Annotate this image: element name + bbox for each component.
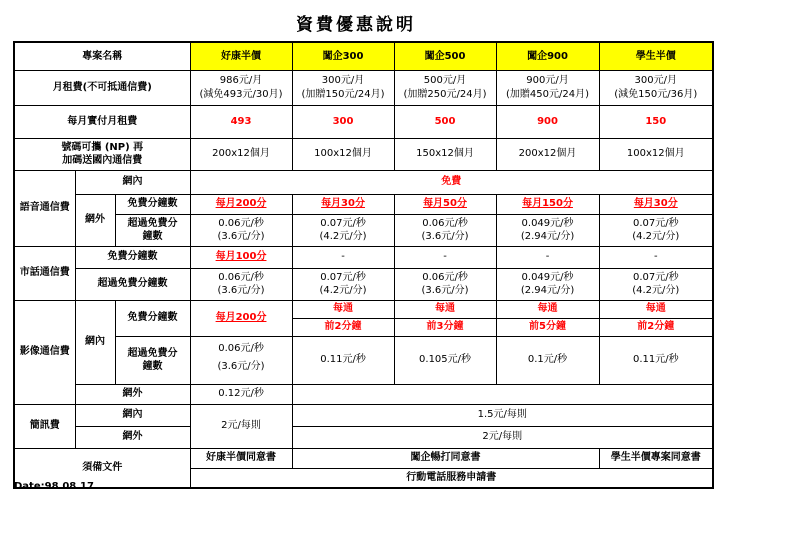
video-excess-row: [14, 336, 713, 360]
np-cell: 100x12個月: [599, 138, 713, 170]
date-label: Date:98.08.17: [14, 481, 94, 492]
np-cell: 200x12個月: [496, 138, 599, 170]
doc-cell: 學生半價專案同意書: [599, 448, 713, 468]
video-excess-cell: 0.11元/秒: [599, 336, 713, 384]
video-excess-cell: 0.06元/秒: [190, 336, 292, 360]
voice-excess-cell: 0.07元/秒 (4.2元/分): [292, 214, 394, 246]
header-row: [14, 42, 713, 70]
actual-fee-cell: 493: [190, 105, 292, 138]
doc-cell: 好康半價同意書: [190, 448, 292, 468]
row-label: 月租費(不可抵通信費): [14, 70, 190, 105]
sms-offnet-row: [14, 426, 713, 448]
np-cell: 200x12個月: [190, 138, 292, 170]
local-excess-cell: 0.07元/秒 (4.2元/分): [292, 268, 394, 300]
voice-excess-cell: 0.06元/秒 (3.6元/分): [394, 214, 496, 246]
video-excess-cell: 0.11元/秒: [292, 336, 394, 384]
actual-fee-cell: 900: [496, 105, 599, 138]
np-cell: 150x12個月: [394, 138, 496, 170]
local-excess-cell: 0.06元/秒 (3.6元/分): [190, 268, 292, 300]
actual-fee-cell: 300: [292, 105, 394, 138]
monthly-fee-cell: 986元/月 (減免493元/30月): [190, 70, 292, 105]
plan-header: 學生半價: [599, 42, 713, 70]
page-title: 資費優惠說明: [296, 15, 416, 35]
local-free-cell: -: [496, 246, 599, 268]
sms-onnet-row: [14, 404, 713, 426]
plan-header: 好康半價: [190, 42, 292, 70]
sms-offnet-value: 2元/每則: [292, 426, 713, 448]
monthly-fee-cell: 300元/月 (減免150元/36月): [599, 70, 713, 105]
voice-free-row: [14, 194, 713, 214]
video-free-bottom: 前3分鐘: [394, 318, 496, 336]
video-free-bottom: 前5分鐘: [496, 318, 599, 336]
sub-label: 免費分鐘數: [115, 300, 190, 336]
plan-header: 闖企300: [292, 42, 394, 70]
voice-onnet-row: [14, 170, 713, 194]
sms-first-value: 2元/每則: [190, 404, 292, 448]
rate-table: [13, 41, 714, 489]
voice-free-cell: 每月30分: [292, 194, 394, 214]
video-free-top: 每通: [496, 300, 599, 318]
local-excess-cell: 0.049元/秒 (2.94元/分): [496, 268, 599, 300]
actual-fee-cell: 150: [599, 105, 713, 138]
video-free-bottom: 前2分鐘: [599, 318, 713, 336]
actual-fee-row: [14, 105, 713, 138]
video-excess-alt: (3.6元/分): [190, 360, 292, 384]
actual-fee-cell: 500: [394, 105, 496, 138]
video-free-bottom: 前2分鐘: [292, 318, 394, 336]
monthly-fee-cell: 900元/月 (加贈450元/24月): [496, 70, 599, 105]
sub-label: 超過免費分鐘數: [75, 268, 190, 300]
sub-label: 超過免費分 鐘數: [115, 214, 190, 246]
sub-label: 免費分鐘數: [75, 246, 190, 268]
plan-header: 闖企500: [394, 42, 496, 70]
sub-label: 網內: [75, 404, 190, 426]
np-cell: 100x12個月: [292, 138, 394, 170]
video-free-row-top: [14, 300, 713, 318]
sub-label: 網外: [75, 426, 190, 448]
row-label: 號碼可攜 (NP) 再 加碼送國內通信費: [14, 138, 190, 170]
doc-cell: 行動電話服務申請書: [190, 468, 713, 488]
sms-onnet-value: 1.5元/每則: [292, 404, 713, 426]
local-excess-cell: 0.06元/秒 (3.6元/分): [394, 268, 496, 300]
section-label: 影像通信費: [14, 300, 75, 404]
section-label: 語音通信費: [14, 170, 75, 246]
local-excess-row: [14, 268, 713, 300]
video-free-top: 每通: [599, 300, 713, 318]
video-free-cell: 每月200分: [190, 300, 292, 336]
monthly-fee-row: [14, 70, 713, 105]
row-label: 每月實付月租費: [14, 105, 190, 138]
np-row: [14, 138, 713, 170]
sub-label: 網內: [75, 170, 190, 194]
video-free-top: 每通: [394, 300, 496, 318]
sub-label: 網內: [75, 300, 115, 384]
video-excess-cell: 0.1元/秒: [496, 336, 599, 384]
voice-free-cell: 每月30分: [599, 194, 713, 214]
sub-label: 網外: [75, 384, 190, 404]
video-offnet-row: [14, 384, 713, 404]
video-offnet-value: 0.12元/秒: [190, 384, 292, 404]
section-label: 市話通信費: [14, 246, 75, 300]
video-excess-cell: 0.105元/秒: [394, 336, 496, 384]
local-free-row: [14, 246, 713, 268]
voice-excess-cell: 0.06元/秒 (3.6元/分): [190, 214, 292, 246]
local-free-cell: -: [292, 246, 394, 268]
local-excess-cell: 0.07元/秒 (4.2元/分): [599, 268, 713, 300]
local-free-cell: -: [599, 246, 713, 268]
video-free-top: 每通: [292, 300, 394, 318]
voice-excess-cell: 0.07元/秒 (4.2元/分): [599, 214, 713, 246]
voice-free-cell: 每月50分: [394, 194, 496, 214]
local-free-cell: 每月100分: [190, 246, 292, 268]
docs-row-1: [14, 448, 713, 468]
local-free-cell: -: [394, 246, 496, 268]
voice-onnet-value: 免費: [190, 170, 713, 194]
sub-label: 網外: [75, 194, 115, 246]
doc-cell: 闖企暢打同意書: [292, 448, 599, 468]
voice-excess-row: [14, 214, 713, 246]
plan-header: 闖企900: [496, 42, 599, 70]
monthly-fee-cell: 300元/月 (加贈150元/24月): [292, 70, 394, 105]
voice-free-cell: 每月150分: [496, 194, 599, 214]
sub-label: 超過免費分 鐘數: [115, 336, 190, 384]
row-label: 須備文件: [14, 448, 190, 488]
sub-label: 免費分鐘數: [115, 194, 190, 214]
section-label: 簡訊費: [14, 404, 75, 448]
voice-free-cell: 每月200分: [190, 194, 292, 214]
blank-cell: [292, 384, 713, 404]
header-label: 專案名稱: [14, 42, 190, 70]
monthly-fee-cell: 500元/月 (加贈250元/24月): [394, 70, 496, 105]
voice-excess-cell: 0.049元/秒 (2.94元/分): [496, 214, 599, 246]
